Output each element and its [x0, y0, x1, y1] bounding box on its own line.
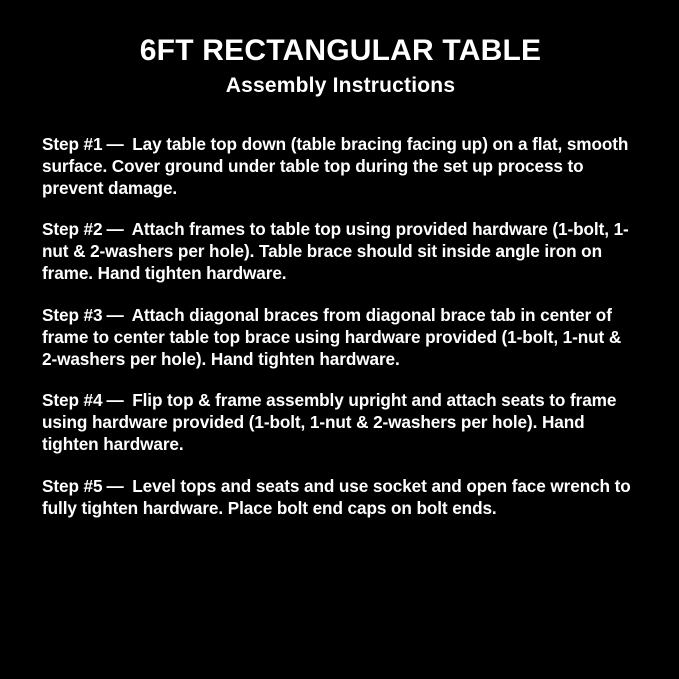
list-item — [42, 305, 639, 371]
title-block — [42, 34, 639, 97]
step-dash: — — [106, 133, 124, 154]
step-dash: — — [106, 219, 124, 240]
page-title: 6FT RECTANGULAR TABLE — [139, 34, 542, 67]
list-item — [42, 134, 639, 200]
step-text: Attach frames to table top using provided hardware (1-bolt, 1-nut & 2-washers per hole). Table brace should sit inside angle iron on frame. Hand tighten hardware. — [42, 219, 629, 284]
step-dash: — — [106, 476, 124, 496]
step-text: Attach diagonal braces from diagonal brace tab in center of frame to center table top brace using hardware provided (1-bolt, 1-nut & 2-washers per hole). Hand tighten hardware. — [42, 304, 622, 369]
step-dash: — — [106, 304, 124, 325]
step-label: Step #2 — [42, 219, 103, 240]
step-label: Step #1 — [42, 133, 103, 154]
step-label: Step #5 — [42, 476, 103, 496]
page-subtitle: Assembly Instructions — [225, 73, 456, 97]
steps-list — [42, 117, 639, 520]
list-item — [42, 219, 639, 285]
list-item — [42, 476, 639, 520]
step-label: Step #4 — [42, 390, 103, 411]
step-text: Level tops and seats and use socket and open face wrench to fully tighten hardware. Place bolt end caps on bolt ends. — [42, 476, 631, 518]
list-item — [42, 390, 639, 456]
step-text: Lay table top down (table bracing facing up) on a flat, smooth surface. Cover ground under table top during the set up process to prevent damage. — [42, 133, 629, 198]
step-text: Flip top & frame assembly upright and attach seats to frame using hardware provided (1-bolt, 1-nut & 2-washers per hole). Hand tighten hardware. — [42, 390, 617, 455]
step-label: Step #3 — [42, 304, 103, 325]
step-dash: — — [106, 390, 124, 411]
